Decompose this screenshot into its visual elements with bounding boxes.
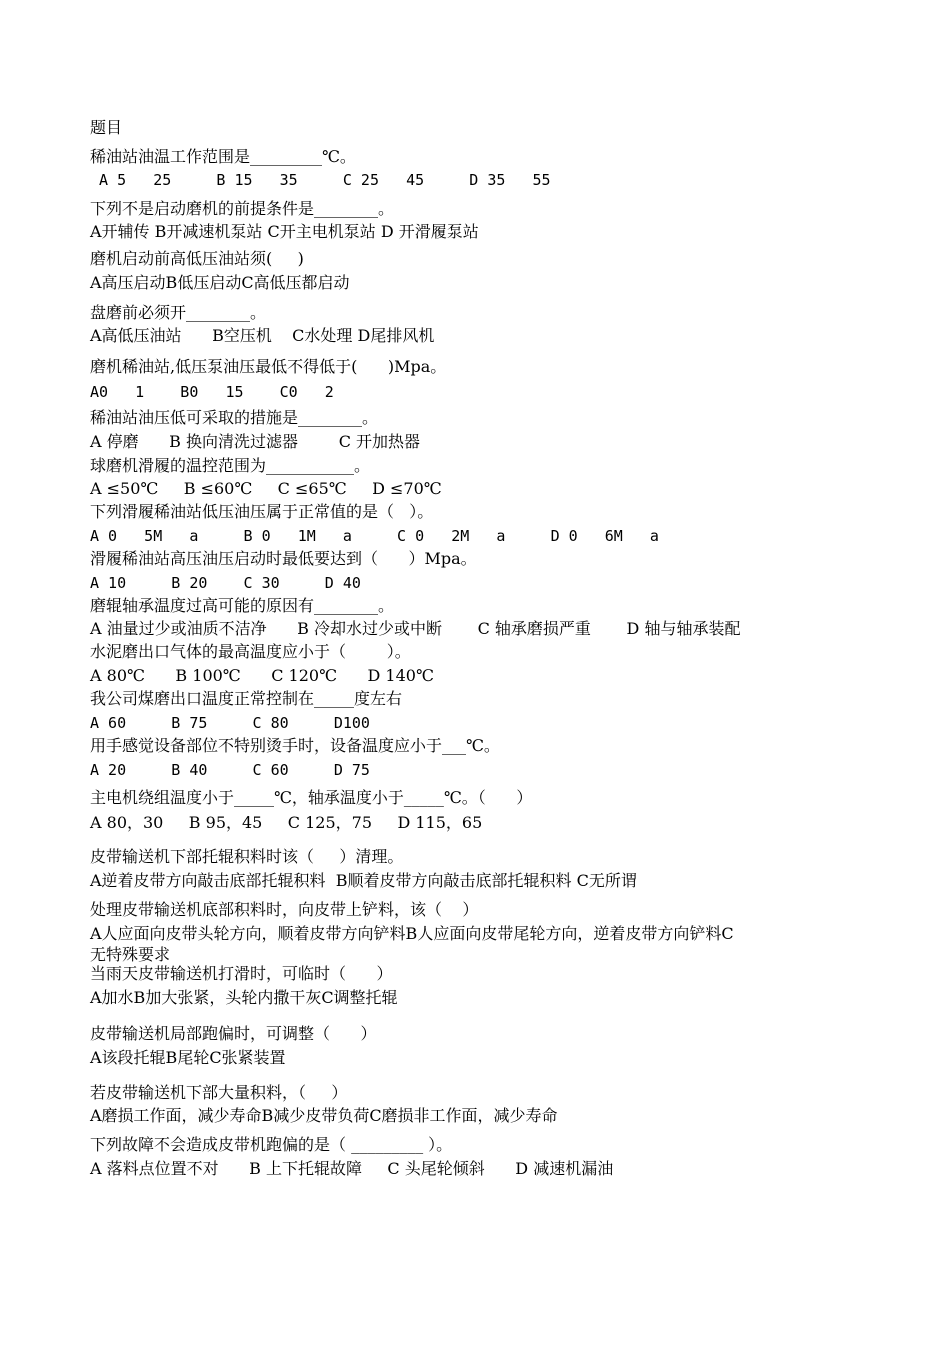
question-text: 磨机启动前高低压油站须( ) (90, 249, 304, 268)
question-text: 水泥磨出口气体的最高温度应小于（ ）。 (90, 642, 411, 661)
question-text: 稀油站油压低可采取的措施是________。 (90, 408, 379, 427)
options-text: A 油量过少或油质不洁净 B 冷却水过少或中断 C 轴承磨损严重 D 轴与轴承装配 (90, 619, 741, 638)
options-text: A磨损工作面，减少寿命B减少皮带负荷C磨损非工作面，减少寿命 (90, 1106, 558, 1125)
heading: 题目 (90, 118, 123, 137)
question-text: 主电机绕组温度小于_____℃，轴承温度小于_____℃。（ ） (90, 788, 533, 807)
options-text: A高压启动B低压启动C高低压都启动 (90, 273, 350, 292)
options-text: A该段托辊B尾轮C张紧装置 (90, 1048, 286, 1067)
question-text: 磨机稀油站,低压泵油压最低不得低于( )Mpa。 (90, 357, 447, 376)
question-text: 当雨天皮带输送机打滑时，可临时（ ） (90, 964, 393, 983)
options-text: A逆着皮带方向敲击底部托辊积料 B顺着皮带方向敲击底部托辊积料 C无所谓 (90, 871, 637, 890)
question-text: 皮带输送机下部托辊积料时该（ ）清理。 (90, 847, 404, 866)
question-text: 盘磨前必须开________。 (90, 303, 267, 322)
question-text: 下列滑履稀油站低压油压属于正常值的是（ ）。 (90, 502, 434, 521)
question-text: 用手感觉设备部位不特别烫手时，设备温度应小于___℃。 (90, 736, 500, 755)
question-text: 若皮带输送机下部大量积料，（ ） (90, 1083, 348, 1102)
options-text: A 落料点位置不对 B 上下托辊故障 C 头尾轮倾斜 D 减速机漏油 (90, 1159, 614, 1178)
question-text: 处理皮带输送机底部积料时，向皮带上铲料，该（ ） (90, 900, 479, 919)
options-text: A开辅传 B开减速机泵站 C开主电机泵站 D 开滑履泵站 (90, 222, 479, 241)
question-text: 我公司煤磨出口温度正常控制在_____度左右 (90, 689, 403, 708)
question-text: 磨辊轴承温度过高可能的原因有________。 (90, 596, 395, 615)
options-text: A 10 B 20 C 30 D 40 (90, 574, 361, 592)
options-text: A人应面向皮带头轮方向，顺着皮带方向铲料B人应面向皮带尾轮方向，逆着皮带方向铲料C (90, 924, 734, 943)
options-text: A加水B加大张紧，头轮内撒干灰C调整托辊 (90, 988, 398, 1007)
options-text: A 5 25 B 15 35 C 25 45 D 35 55 (90, 171, 551, 189)
question-text: 球磨机滑履的温控范围为___________。 (90, 456, 371, 475)
question-text: 稀油站油温工作范围是_________℃。 (90, 147, 356, 166)
options-text: A 20 B 40 C 60 D 75 (90, 761, 370, 779)
options-text: A 60 B 75 C 80 D100 (90, 714, 370, 732)
options-text: 无特殊要求 (90, 945, 171, 964)
options-text: A ≤50℃ B ≤60℃ C ≤65℃ D ≤70℃ (90, 479, 442, 498)
question-text: 皮带输送机局部跑偏时，可调整（ ） (90, 1024, 377, 1043)
question-text: 下列不是启动磨机的前提条件是________。 (90, 199, 395, 218)
options-text: A高低压油站 B空压机 C水处理 D尾排风机 (90, 326, 435, 345)
question-text: 滑履稀油站高压油压启动时最低要达到（ ）Mpa。 (90, 549, 477, 568)
options-text: A0 1 B0 15 C0 2 (90, 383, 334, 401)
options-text: A 80，30 B 95，45 C 125，75 D 115，65 (90, 813, 483, 832)
options-text: A 停磨 B 换向清洗过滤器 C 开加热器 (90, 432, 421, 451)
question-text: 下列故障不会造成皮带机跑偏的是（ _________ ）。 (90, 1135, 453, 1154)
options-text: A 80℃ B 100℃ C 120℃ D 140℃ (90, 666, 434, 685)
options-text: A 0 5M a B 0 1M a C 0 2M a D 0 6M a (90, 527, 659, 545)
